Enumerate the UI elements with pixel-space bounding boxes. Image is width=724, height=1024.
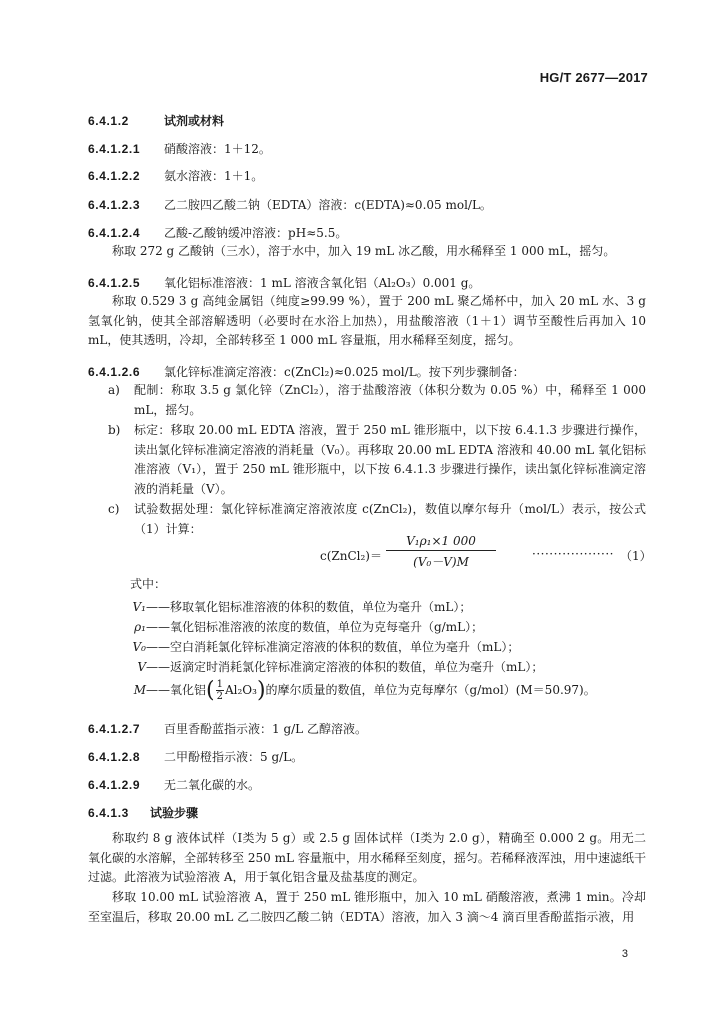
symbol: V₁: [132, 600, 146, 614]
page-number: 3: [621, 948, 628, 960]
clause-text: 二甲酚橙指示液：5 g/L。: [164, 750, 304, 764]
clause-body: 称取 272 g 乙酸钠（三水），溶于水中，加入 19 mL 冰乙酸，用水稀释至 1 000 mL，摇匀。: [112, 244, 616, 258]
clause-number: 6.4.1.2.3: [88, 198, 141, 212]
clause-number: 6.4.1.2.4: [88, 226, 141, 240]
definition-text: ——氧化铝标准溶液的浓度的数值，单位为克每毫升（g/mL）；: [146, 620, 484, 634]
definition-text: ——返滴定时消耗氯化锌标准滴定溶液的体积的数值，单位为毫升（mL）；: [146, 660, 544, 674]
definition-text: ——空白消耗氯化锌标准滴定溶液的体积的数值，单位为毫升（mL）；: [146, 640, 520, 654]
clause-number: 6.4.1.2.1: [88, 142, 141, 156]
clause-text: 乙酸-乙酸钠缓冲溶液：pH≈5.5。: [164, 226, 348, 240]
definition-m: [130, 678, 596, 702]
formula-lhs: c(ZnCl₂)＝: [320, 549, 382, 563]
formula-number: （1）: [620, 549, 652, 563]
formula-1: [320, 534, 660, 574]
procedure-paragraph-2: 移取 10.00 mL 试验溶液 A，置于 250 mL 锥形瓶中，加入 10 mL 硝酸溶液，煮沸 1 min。冷却至室温后，移取 20.00 mL 乙二胺四乙酸二钠（EDTA）溶液，加入 3 滴～4 滴百里香酚蓝指示液，用: [88, 890, 646, 924]
clause-number: 6.4.1.2.5: [88, 276, 141, 290]
fraction-numerator: 1: [216, 679, 223, 690]
clause-text: 氧化铝标准溶液：1 mL 溶液含氧化铝（Al₂O₃）0.001 g。: [164, 276, 481, 290]
definition-v: [130, 658, 543, 675]
clause-number: 6.4.1.2.9: [88, 778, 141, 792]
clause-text: 氯化锌标准滴定溶液：c(ZnCl₂)≈0.025 mol/L。按下列步骤制备：: [164, 365, 525, 379]
fraction-denominator: 2: [216, 691, 223, 702]
where-label: 式中：: [130, 577, 167, 591]
list-item-b: [88, 421, 646, 499]
clause-text: 乙二胺四乙酸二钠（EDTA）溶液：c(EDTA)≈0.05 mol/L。: [164, 198, 492, 212]
section-title: 试验步骤: [150, 806, 199, 820]
list-item-text: 配制：称取 3.5 g 氯化锌（ZnCl₂），溶于盐酸溶液（体积分数为 0.05 %）中，稀释至 1 000 mL，摇匀。: [134, 383, 646, 417]
clause-number: 6.4.1.2.8: [88, 750, 141, 764]
clause-body: 称取 0.529 3 g 高纯金属铝（纯度≥99.99 %），置于 200 mL 聚乙烯杯中，加入 20 mL 水、3 g 氢氧化钠，使其全部溶解透明（必要时在水浴上加热），用盐酸溶液（1＋1）调节至酸性后再加入 10 mL，使其透明，冷却，全部转移至 1 000 mL 容量瓶，用水稀释至刻度，摇匀。: [88, 294, 646, 347]
definition-v0: [130, 638, 519, 655]
definition-v1: [130, 598, 471, 615]
formula-leader-dots: ···················: [532, 547, 614, 561]
symbol: ρ₁: [134, 620, 146, 634]
list-item-a: [88, 381, 646, 420]
definition-text: ——氧化铝: [146, 683, 207, 697]
clause-text: 无二氧化碳的水。: [164, 778, 261, 792]
symbol: V₀: [132, 640, 146, 654]
procedure-paragraph-1: 称取约 8 g 液体试样（Ⅰ类为 5 g）或 2.5 g 固体试样（Ⅰ类为 2.0 g），精确至 0.000 2 g。用无二氧化碳的水溶解，全部转移至 250 mL 容量瓶中，用水稀释至刻度，摇匀。若稀释液浑浊，用中速滤纸干过滤。此溶液为试验溶液 A，用于氧化铝含量及盐基度的测定。: [88, 831, 646, 884]
formula-fraction: [386, 534, 496, 570]
section-title: 试剂或材料: [164, 114, 225, 128]
formula-numerator: V₁ρ₁×1 000: [386, 534, 496, 551]
clause-number: 6.4.1.2.6: [88, 365, 141, 379]
section-number: 6.4.1.2: [88, 114, 129, 128]
left-paren: (: [206, 677, 215, 703]
list-item-text: 标定：移取 20.00 mL EDTA 溶液，置于 250 mL 锥形瓶中，以下按 6.4.1.3 步骤进行操作，读出氯化锌标准滴定溶液的消耗量（V₀）。再移取 20.00 mL EDTA 溶液和 40.00 mL 氧化铝标准溶液（V₁），置于 250 mL 锥形瓶中，以下按 6.4.1.3 步骤进行操作，读出氯化锌标准滴定溶液的消耗量（V）。: [134, 423, 646, 496]
clause-number: 6.4.1.2.2: [88, 169, 141, 183]
clause-text: 硝酸溶液：1＋12。: [164, 142, 271, 156]
symbol: V: [137, 660, 146, 674]
list-marker: c): [108, 502, 120, 516]
list-marker: b): [108, 423, 121, 437]
list-marker: a): [108, 383, 120, 397]
section-number: 6.4.1.3: [88, 806, 129, 820]
definition-rho1: [130, 618, 483, 635]
chemical-formula: Al₂O₃: [224, 683, 257, 697]
definition-text: 的摩尔质量的数值，单位为克每摩尔（g/mol）(M＝50.97)。: [265, 683, 596, 697]
clause-text: 氨水溶液：1＋1。: [164, 169, 264, 183]
symbol: M: [133, 683, 146, 697]
definition-text: ——移取氧化铝标准溶液的体积的数值，单位为毫升（mL）；: [146, 600, 472, 614]
formula-denominator: (V₀－V)M: [413, 555, 469, 569]
right-paren: ): [256, 677, 266, 703]
list-item-text: 试验数据处理：氯化锌标准滴定溶液浓度 c(ZnCl₂)，数值以摩尔每升（mol/L）表示，按公式（1）计算：: [134, 502, 646, 536]
standard-number: HG/T 2677—2017: [539, 70, 648, 85]
clause-text: 百里香酚蓝指示液：1 g/L 乙醇溶液。: [164, 722, 367, 736]
half-fraction: [216, 679, 224, 702]
clause-number: 6.4.1.2.7: [88, 722, 141, 736]
